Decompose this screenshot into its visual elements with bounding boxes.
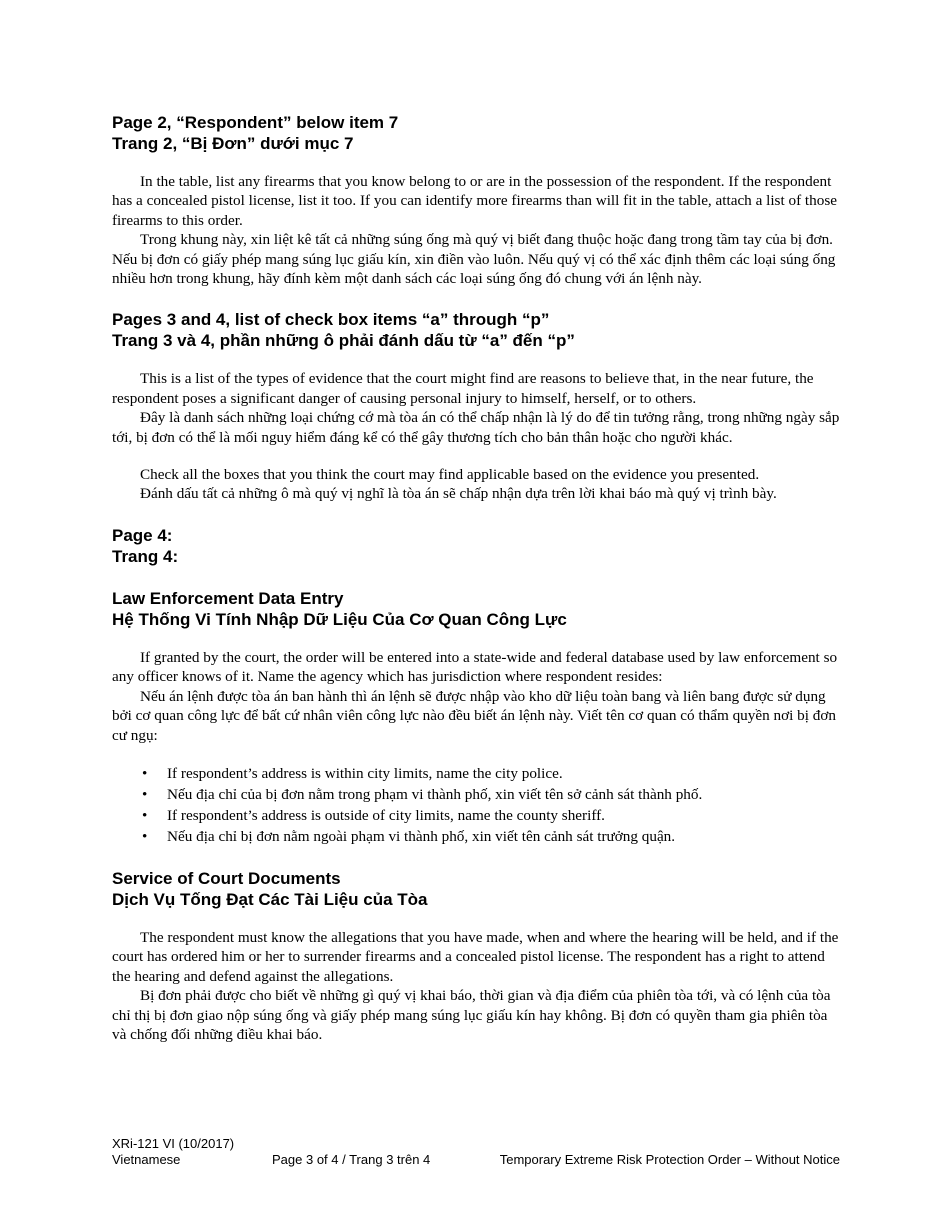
list-item-text: Nếu địa chỉ của bị đơn nằm trong phạm vi thành phố, xin viết tên sở cảnh sát thành phố. [167, 785, 703, 803]
footer-page-number: Page 3 of 4 / Trang 3 trên 4 [272, 1152, 431, 1167]
service-heading-vi: Dịch Vụ Tống Đạt Các Tài Liệu của Tòa [112, 889, 428, 909]
law-enforcement-heading-en: Law Enforcement Data Entry [112, 588, 344, 608]
respondent-heading-en: Page 2, “Respondent” below item 7 [112, 113, 399, 132]
law-enforcement-heading-vi: Hệ Thống Vi Tính Nhập Dữ Liệu Của Cơ Quan Công Lực [112, 609, 567, 629]
respondent-heading-vi: Trang 2, “Bị Đơn” dưới mục 7 [112, 134, 354, 153]
list-item [112, 805, 840, 826]
bullet-icon: • [142, 806, 148, 824]
bullet-icon: • [142, 827, 148, 845]
check-all-instruction-vi: Đánh dấu tất cả những ô mà quý vị nghĩ là tòa án sẽ chấp nhận dựa trên lời khai báo mà quý vị trình bày. [140, 485, 777, 503]
law-enforcement-paragraph-en: If granted by the court, the order will be entered into a state-wide and federal database used by law enforcement so any officer knows of it. Name the agency which has jurisdiction where respondent resides: [112, 648, 838, 686]
list-item-text: Nếu địa chỉ bị đơn nằm ngoài phạm vi thành phố, xin viết tên cảnh sát trưởng quận. [167, 827, 676, 845]
list-item [112, 784, 840, 805]
check-all-instruction-en: Check all the boxes that you think the court may find applicable based on the evidence you presented. [140, 466, 760, 484]
bullet-icon: • [142, 764, 148, 782]
footer-language: Vietnamese [112, 1152, 181, 1167]
service-paragraph-vi: Bị đơn phải được cho biết về những gì quý vị khai báo, thời gian và địa điểm của phiên tòa tới, và có lệnh của tòa chỉ thị bị đơn giao nộp súng ống và giấy phép mang súng lục giấu kín hay không. Bị đơn có quyền tham gia phiên tòa và chống đối những điều khai báo. [112, 987, 831, 1043]
page-footer [112, 1136, 840, 1168]
service-paragraph-en: The respondent must know the allegations that you have made, when and where the hearing will be held, and if the court has ordered him or her to surrender firearms and a concealed pistol license. The respondent has a right to attend the hearing and defend against the allegations. [112, 928, 839, 985]
checkboxes-paragraph-vi: Đây là danh sách những loại chứng cớ mà tòa án có thể chấp nhận là lý do để tin tưởng rằng, trong những ngày sắp tới, bị đơn có thể là mối nguy hiểm đáng kể có thể gây thương tích cho bản thân hoặc cho người khác. [112, 409, 840, 446]
list-item-text: If respondent’s address is outside of city limits, name the county sheriff. [167, 806, 605, 824]
checkboxes-heading-en: Pages 3 and 4, list of check box items “a” through “p” [112, 310, 550, 330]
agency-bullet-list [112, 763, 840, 847]
document-body [112, 112, 840, 1044]
list-item [112, 763, 840, 784]
footer-form-title: Temporary Extreme Risk Protection Order – Without Notice [499, 1152, 840, 1167]
checkboxes-paragraph-en: This is a list of the types of evidence that the court might find are reasons to believe that, in the near future, the respondent poses a significant danger of causing personal injury to himself, herself, or to others. [112, 370, 814, 407]
list-item-text: If respondent’s address is within city limits, name the city police. [167, 764, 563, 782]
respondent-paragraph-vi: Trong khung này, xin liệt kê tất cả những súng ống mà quý vị biết đang thuộc hoặc đang trong tầm tay của bị đơn. Nếu bị đơn có giấy phép mang súng lục giấu kín, xin điền vào luôn. Nếu quý vị có thể xác định thêm các loại súng ống nhiều hơn trong khung, hãy đính kèm một danh sách các loại súng ống đó chung với án lệnh này. [112, 231, 836, 288]
page4-heading-en: Page 4: [112, 525, 173, 545]
form-id: XRi-121 VI (10/2017) [112, 1136, 235, 1151]
bullet-icon: • [142, 785, 148, 803]
checkboxes-heading-vi: Trang 3 và 4, phần những ô phải đánh dấu từ “a” đến “p” [112, 331, 575, 351]
list-item [112, 826, 840, 847]
service-heading-en: Service of Court Documents [112, 868, 341, 888]
law-enforcement-paragraph-vi: Nếu án lệnh được tòa án ban hành thì án lệnh sẽ được nhập vào kho dữ liệu toàn bang và liên bang được sử dụng bởi cơ quan công lực để bất cứ nhân viên công lực nào đều biết án lệnh này. Viết tên cơ quan có thẩm quyền nơi bị đơn cư ngụ: [112, 687, 836, 744]
page4-heading-vi: Trang 4: [112, 546, 179, 566]
respondent-paragraph-en: In the table, list any firearms that you know belong to or are in the possession of the respondent. If the respondent has a concealed pistol license, list it too. If you can identify more firearms than will fit in the table, attach a list of those firearms to this order. [112, 173, 837, 229]
